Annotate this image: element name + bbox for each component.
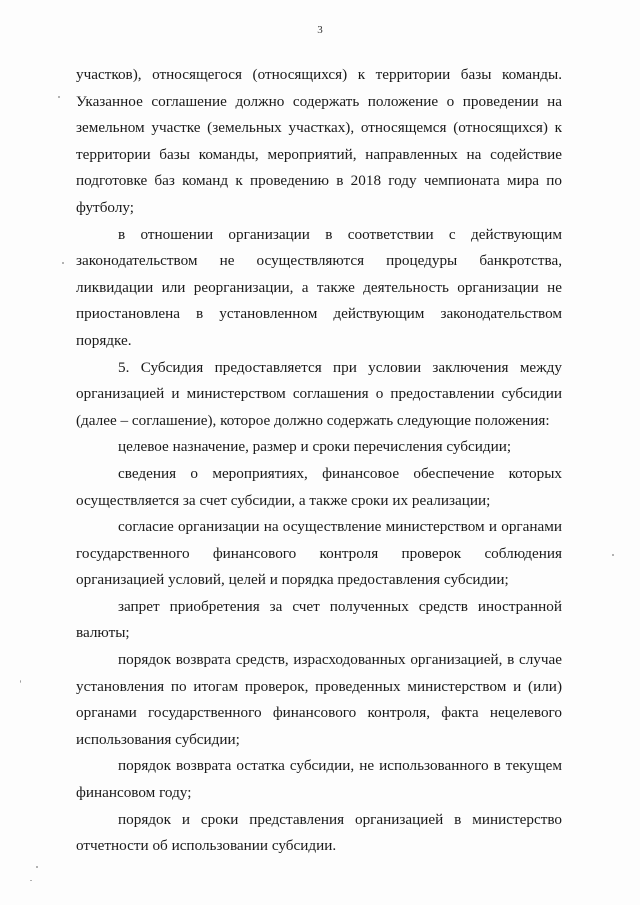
scan-speck [30,880,32,881]
page-number: 3 [317,24,323,36]
scan-speck [20,680,21,683]
document-body [76,62,562,860]
paragraph-continuation: участков), относящегося (относящихся) к территории базы команды. Указанное соглашение должно содержать положение о проведении на земельном участке (земельных участках), относящемся (относящихся) к территории базы команды, мероприятий, направленных на содействие подготовке баз команд к проведению в 2018 году чемпионата мира по футболу; [76,66,562,216]
paragraph-audit-consent: согласие организации на осуществление министерством и органами государственного финансового контроля проверок соблюдения организацией условий, целей и порядка предоставления субсидии; [76,518,562,589]
scan-speck [62,262,64,264]
paragraph-currency-ban: запрет приобретения за счет полученных средств иностранной валюты; [76,597,562,642]
paragraph-refund-misuse: порядок возврата средств, израсходованных организацией, в случае установления по итогам проверок, проведенных министерством и (или) органами государственного финансового контроля, факта нецелевого использования субсидии; [76,651,562,748]
paragraph-target-purpose: целевое назначение, размер и сроки перечисления субсидии; [118,438,512,456]
paragraph-reporting: порядок и сроки представления организацией в министерство отчетности об использовании субсидии. [76,810,562,855]
paragraph-subsidy-agreement: 5. Субсидия предоставляется при условии заключения между организацией и министерством соглашения о предоставлении субсидии (далее – соглашение), которое должно содержать следующие положения: [76,358,562,429]
paragraph-activities-info: сведения о мероприятиях, финансовое обеспечение которых осуществляется за счет субсидии, а также сроки их реализации; [76,464,562,509]
scan-speck [612,554,614,556]
scan-speck [36,866,38,868]
scan-speck [58,96,60,98]
paragraph-refund-balance: порядок возврата остатка субсидии, не использованного в текущем финансовом году; [76,757,562,802]
paragraph-no-bankruptcy-condition: в отношении организации в соответствии с действующим законодательством не осуществляются процедуры банкротства, ликвидации или реорганизации, а также деятельность организации не приостановлена в установленном действующим законодательством порядке. [76,225,562,349]
